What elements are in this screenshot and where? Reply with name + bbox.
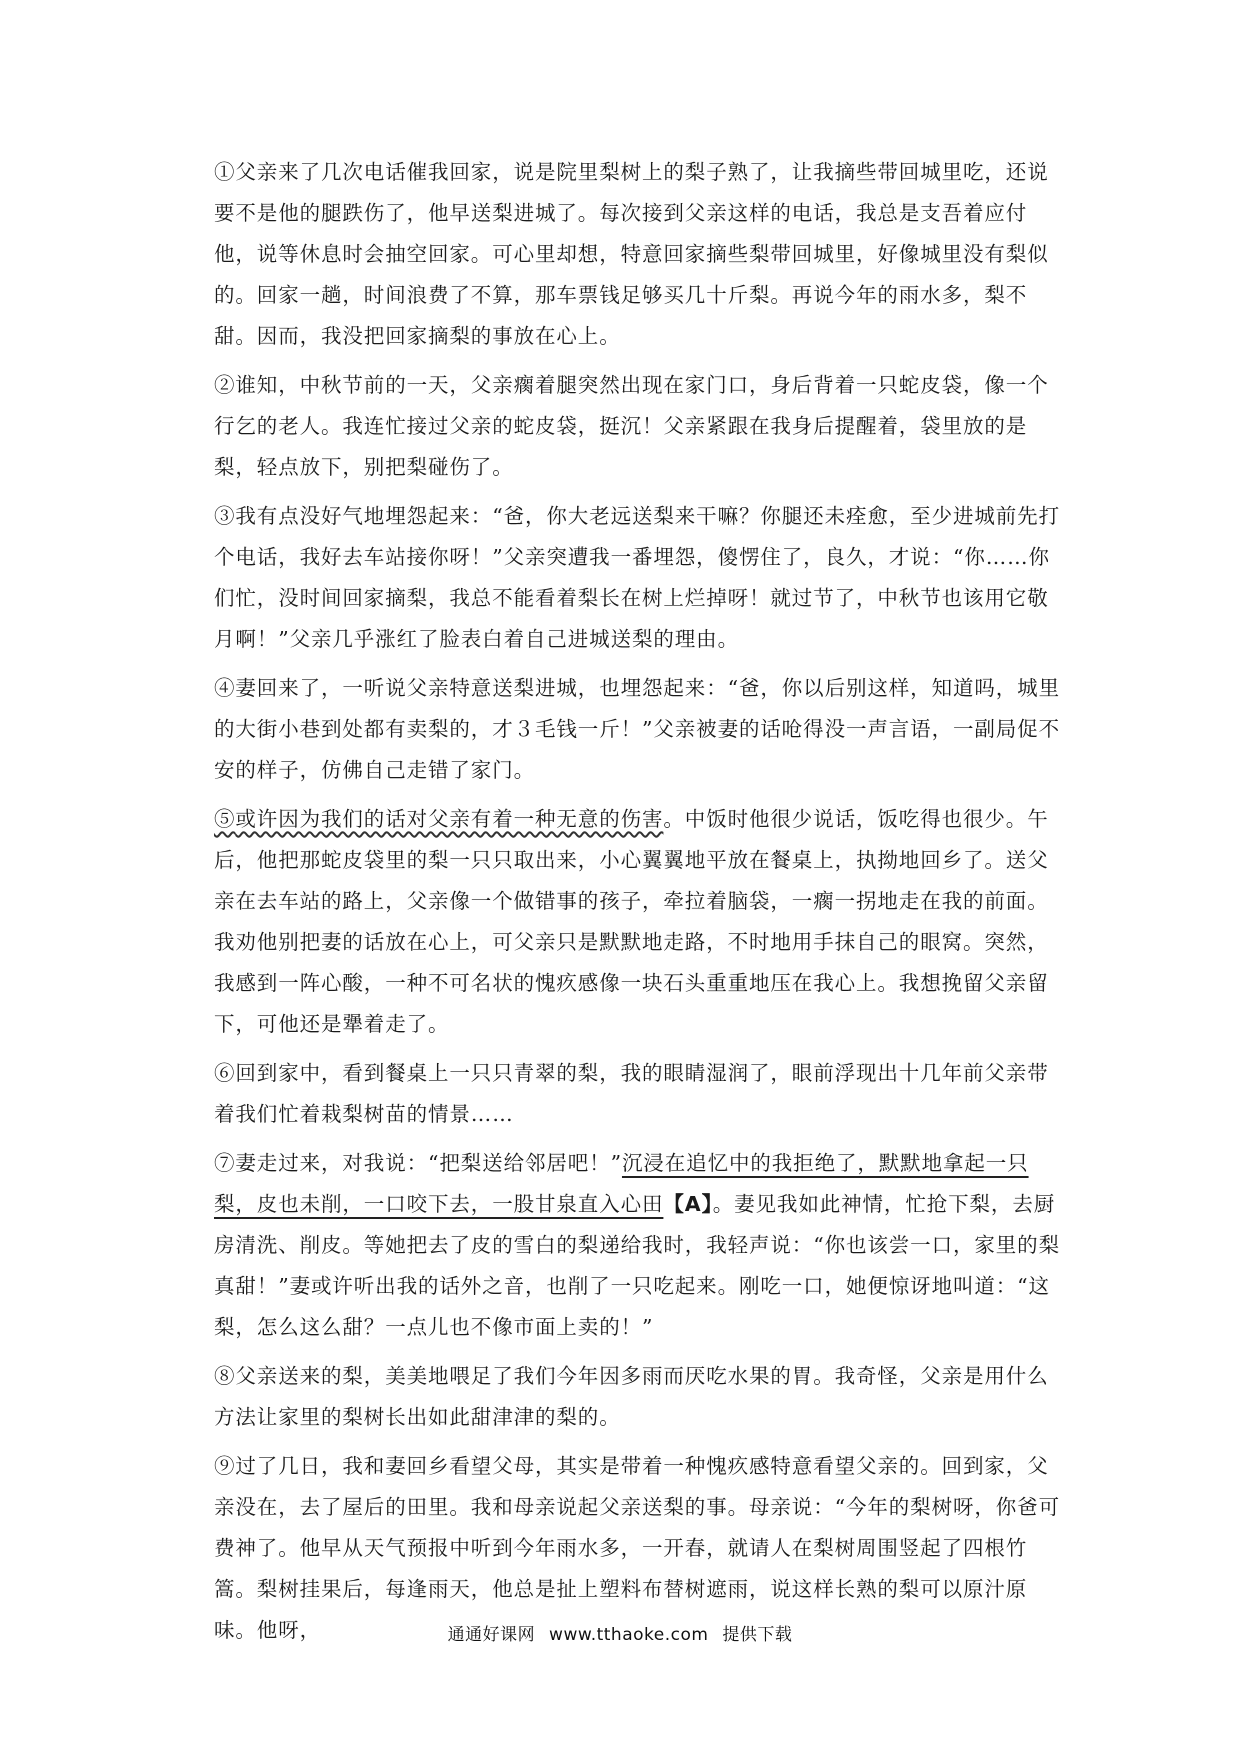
paragraph-text: 。中饭时他很少说话，饭吃得也很少。午后，他把那蛇皮袋里的梨一只只取出来，小心翼翼地平放在餐桌上，执拗地回乡了。送父亲在去车站的路上，父亲像一个做错事的孩子，牵拉着脑袋，一瘸一拐地走在我的前面。我劝他别把妻的话放在心上，可父亲只是默默地走路，不时地用手抹自己的眼窝。突然，我感到一阵心酸，一种不可名状的愧疚感像一块石头重重地压在我心上。我想挽留父亲留下，可他还是犟着走了。 (214, 807, 1049, 1036)
page-footer (0, 1620, 1240, 1645)
paragraph-text: ⑧父亲送来的梨，美美地喂足了我们今年因多雨而厌吃水果的胃。我奇怪，父亲是用什么方法让家里的梨树长出如此甜津津的梨的。 (214, 1364, 1049, 1429)
wavy-underlined-sentence: 或许因为我们的话对父亲有着一种无意的伤害 (235, 807, 664, 831)
paragraph-text: 。妻见我如此神情，忙抢下梨，去厨房清洗、削皮。等她把去了皮的雪白的梨递给我时，我轻声说：“你也该尝一口，家里的梨真甜！”妻或许听出我的话外之音，也削了一只吃起来。刚吃一口，她便惊讶地叫道：“这梨，怎么这么甜？一点儿也不像市面上卖的！” (214, 1192, 1060, 1339)
footer-url[interactable]: www.tthaoke.com (549, 1625, 709, 1645)
paragraph-p5 (214, 799, 1060, 1045)
paragraph-p6 (214, 1053, 1060, 1135)
footer-suffix: 提供下载 (722, 1625, 793, 1645)
paragraph-p3 (214, 496, 1060, 660)
paragraph-p7 (214, 1143, 1060, 1348)
paragraph-text: ⑦妻走过来，对我说：“把梨送给邻居吧！” (214, 1151, 622, 1175)
paragraph-text: ①父亲来了几次电话催我回家，说是院里梨树上的梨子熟了，让我摘些带回城里吃，还说要不是他的腿跌伤了，他早送梨进城了。每次接到父亲这样的电话，我总是支吾着应付他，说等休息时会抽空回家。可心里却想，特意回家摘些梨带回城里，好像城里没有梨似的。回家一趟，时间浪费了不算，那车票钱足够买几十斤梨。再说今年的雨水多，梨不甜。因而，我没把回家摘梨的事放在心上。 (214, 160, 1049, 348)
wavy-underlined-sentence: ⑤ (214, 807, 236, 831)
paragraph-text: ③我有点没好气地埋怨起来：“爸，你大老远送梨来干嘛？你腿还未痊愈，至少进城前先打个电话，我好去车站接你呀！”父亲突遭我一番埋怨，傻愣住了，良久，才说：“你……你们忙，没时间回家摘梨，我总不能看着梨长在树上烂掉呀！就过节了，中秋节也该用它敬月啊！”父亲几乎涨红了脸表白着自己进城送梨的理由。 (214, 504, 1060, 651)
paragraph-text: ②谁知，中秋节前的一天，父亲瘸着腿突然出现在家门口，身后背着一只蛇皮袋，像一个行乞的老人。我连忙接过父亲的蛇皮袋，挺沉！父亲紧跟在我身后提醒着，袋里放的是梨，轻点放下，别把梨碰伤了。 (214, 373, 1049, 479)
paragraph-p1 (214, 152, 1060, 357)
annotation-marker: 【A】 (663, 1192, 713, 1216)
paragraph-p8 (214, 1356, 1060, 1438)
article-body (214, 152, 1060, 1659)
paragraph-p2 (214, 365, 1060, 488)
paragraph-text: ⑨过了几日，我和妻回乡看望父母，其实是带着一种愧疚感特意看望父亲的。回到家，父亲没在，去了屋后的田里。我和母亲说起父亲送梨的事。母亲说：“今年的梨树呀，你爸可费神了。他早从天气预报中听到今年雨水多，一开春，就请人在梨树周围竖起了四根竹篙。梨树挂果后，每逢雨天，他总是扯上塑料布替树遮雨，说这样长熟的梨可以原汁原味。他呀， (214, 1454, 1060, 1642)
footer-site-name: 通通好课网 (447, 1625, 536, 1645)
paragraph-text: ④妻回来了，一听说父亲特意送梨进城，也埋怨起来：“爸，你以后别这样，知道吗，城里的大街小巷到处都有卖梨的，才３毛钱一斤！”父亲被妻的话呛得没一声言语，一副局促不安的样子，仿佛自己走错了家门。 (214, 676, 1060, 782)
underlined-sentence: 沉浸在追忆中的我拒绝了，默默地拿起一只梨，皮也未削，一口咬下去，一股甘泉直入心田 (214, 1151, 1029, 1216)
paragraph-p4 (214, 668, 1060, 791)
paragraph-text: ⑥回到家中，看到餐桌上一只只青翠的梨，我的眼睛湿润了，眼前浮现出十几年前父亲带着我们忙着栽梨树苗的情景…… (214, 1061, 1049, 1126)
